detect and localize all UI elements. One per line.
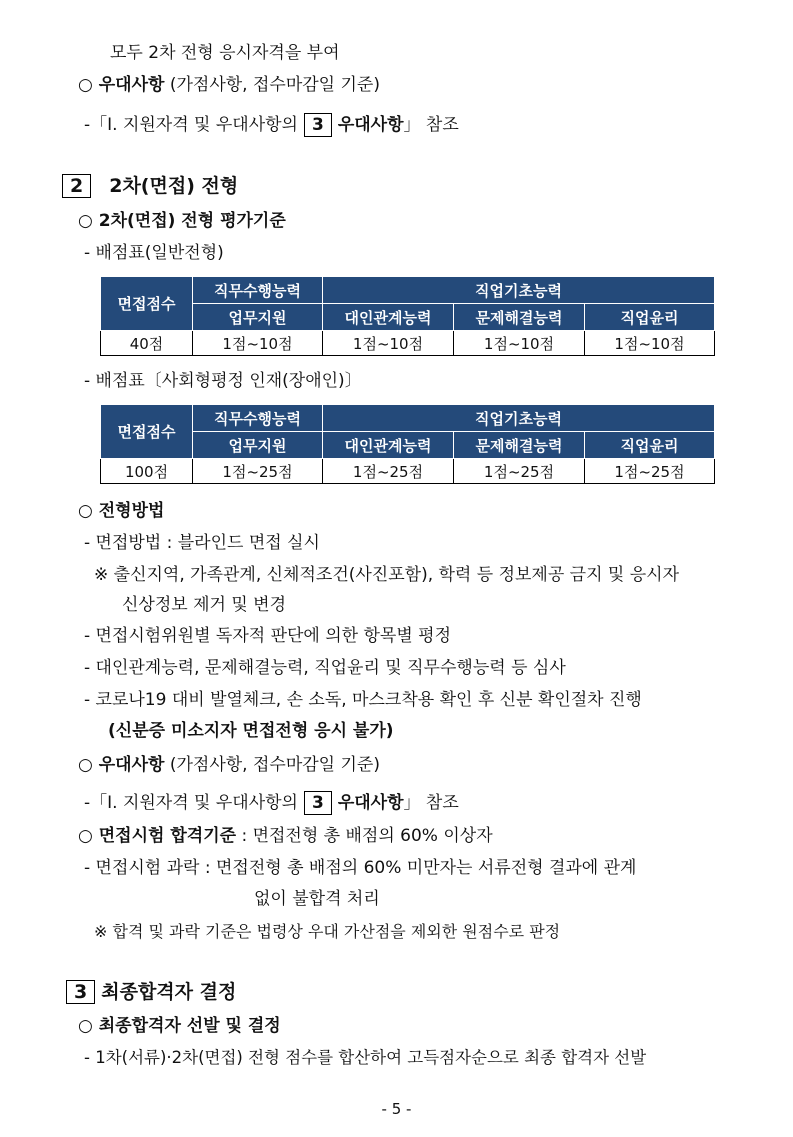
section-2-heading (62, 174, 238, 198)
table2-caption: - 배점표〔사회형평정 인재(장애인)〕 (84, 371, 362, 391)
text-line: 모두 2차 전형 응시자격을 부여 (110, 43, 340, 63)
preference-note: (가점사항, 접수마감일 기준) (164, 75, 380, 95)
note-line: ※ 합격 및 과락 기준은 법령상 우대 가산점을 제외한 원점수로 판정 (94, 922, 561, 941)
criteria-heading: ○ 2차(면접) 전형 평가기준 (78, 211, 286, 231)
reference-text: -「Ⅰ. 지원자격 및 우대사항의 (84, 115, 298, 135)
note-text: ※ 출신지역, 가족관계, 신체적조건(사진포함), 학력 등 정보제공 금지 및 응시자 (94, 565, 680, 585)
subheader-cell: 대인관계능력 (323, 304, 454, 331)
score-table-general (100, 276, 715, 356)
table-cell: 40점 (101, 331, 193, 356)
reference-close-text: 」 참조 (403, 793, 459, 813)
reference-number-box: 3 (304, 113, 332, 137)
section-number-box: 3 (66, 980, 95, 1004)
section-title: 최종합격자 결정 (101, 981, 237, 1003)
header-interview-score: 면접점수 (101, 277, 193, 331)
preference-heading (78, 754, 380, 776)
score-table-disability (100, 404, 715, 484)
final-item: - 1차(서류)·2차(면접) 전형 점수를 합산하여 고득점자순으로 최종 합격자 선발 (84, 1048, 647, 1067)
header-job-performance: 직무수행능력 (193, 405, 323, 432)
section-number-box: 2 (62, 174, 91, 198)
method-item-bold: (신분증 미소지자 면접전형 응시 불가) (108, 721, 394, 741)
table-cell: 1점~10점 (323, 331, 454, 356)
subheader-cell: 문제해결능력 (454, 432, 585, 459)
reference-line (84, 791, 459, 815)
preference-heading (78, 74, 380, 96)
final-heading: ○ 최종합격자 선발 및 결정 (78, 1016, 281, 1036)
preference-label: ○ 우대사항 (78, 75, 165, 95)
table-cell: 100점 (101, 459, 193, 484)
header-basic-competency: 직업기초능력 (323, 405, 715, 432)
reference-bold-text: 우대사항 (337, 115, 404, 135)
pass-criteria-heading (78, 825, 493, 847)
header-interview-score: 면접점수 (101, 405, 193, 459)
header-basic-competency: 직업기초능력 (323, 277, 715, 304)
subheader-cell: 문제해결능력 (454, 304, 585, 331)
method-heading: ○ 전형방법 (78, 501, 165, 521)
note-line-continued: 신상정보 제거 및 변경 (122, 595, 287, 615)
table-cell: 1점~10점 (193, 331, 323, 356)
reference-line (84, 113, 459, 137)
table-cell: 1점~10점 (454, 331, 585, 356)
method-item: - 면접시험위원별 독자적 판단에 의한 항목별 평정 (84, 626, 451, 646)
subheader-cell: 대인관계능력 (323, 432, 454, 459)
subheader-cell: 업무지원 (193, 304, 323, 331)
preference-label: ○ 우대사항 (78, 755, 165, 775)
table-cell: 1점~25점 (585, 459, 715, 484)
section-3-heading (66, 980, 236, 1004)
reference-text: -「Ⅰ. 지원자격 및 우대사항의 (84, 793, 298, 813)
page-number: - 5 - (381, 1100, 412, 1118)
preference-note: (가점사항, 접수마감일 기준) (164, 755, 380, 775)
table-cell: 1점~25점 (323, 459, 454, 484)
method-item: - 코로나19 대비 발열체크, 손 소독, 마스크착용 확인 후 신분 확인절차 진행 (84, 690, 642, 710)
method-item: - 대인관계능력, 문제해결능력, 직업윤리 및 직무수행능력 등 심사 (84, 658, 566, 678)
subheader-cell: 업무지원 (193, 432, 323, 459)
table-cell: 1점~25점 (193, 459, 323, 484)
table-row (101, 459, 715, 484)
table-cell: 1점~10점 (585, 331, 715, 356)
section-title: 2차(면접) 전형 (109, 175, 239, 197)
pass-criteria-text: : 면접전형 총 배점의 60% 이상자 (236, 826, 493, 846)
pass-criteria-label: ○ 면접시험 합격기준 (78, 826, 237, 846)
fail-criteria-line: - 면접시험 과락 : 면접전형 총 배점의 60% 미만자는 서류전형 결과에 관계 (84, 858, 637, 878)
subheader-cell: 직업윤리 (585, 432, 715, 459)
table-cell: 1점~25점 (454, 459, 585, 484)
note-line (94, 564, 736, 586)
reference-number-box: 3 (304, 791, 332, 815)
reference-close-text: 」 참조 (403, 115, 459, 135)
method-item: - 면접방법 : 블라인드 면접 실시 (84, 533, 320, 553)
table-row (101, 331, 715, 356)
fail-criteria-continued: 없이 불합격 처리 (254, 889, 380, 909)
subheader-cell: 직업윤리 (585, 304, 715, 331)
table1-caption: - 배점표(일반전형) (84, 243, 224, 263)
reference-bold-text: 우대사항 (337, 793, 404, 813)
header-job-performance: 직무수행능력 (193, 277, 323, 304)
